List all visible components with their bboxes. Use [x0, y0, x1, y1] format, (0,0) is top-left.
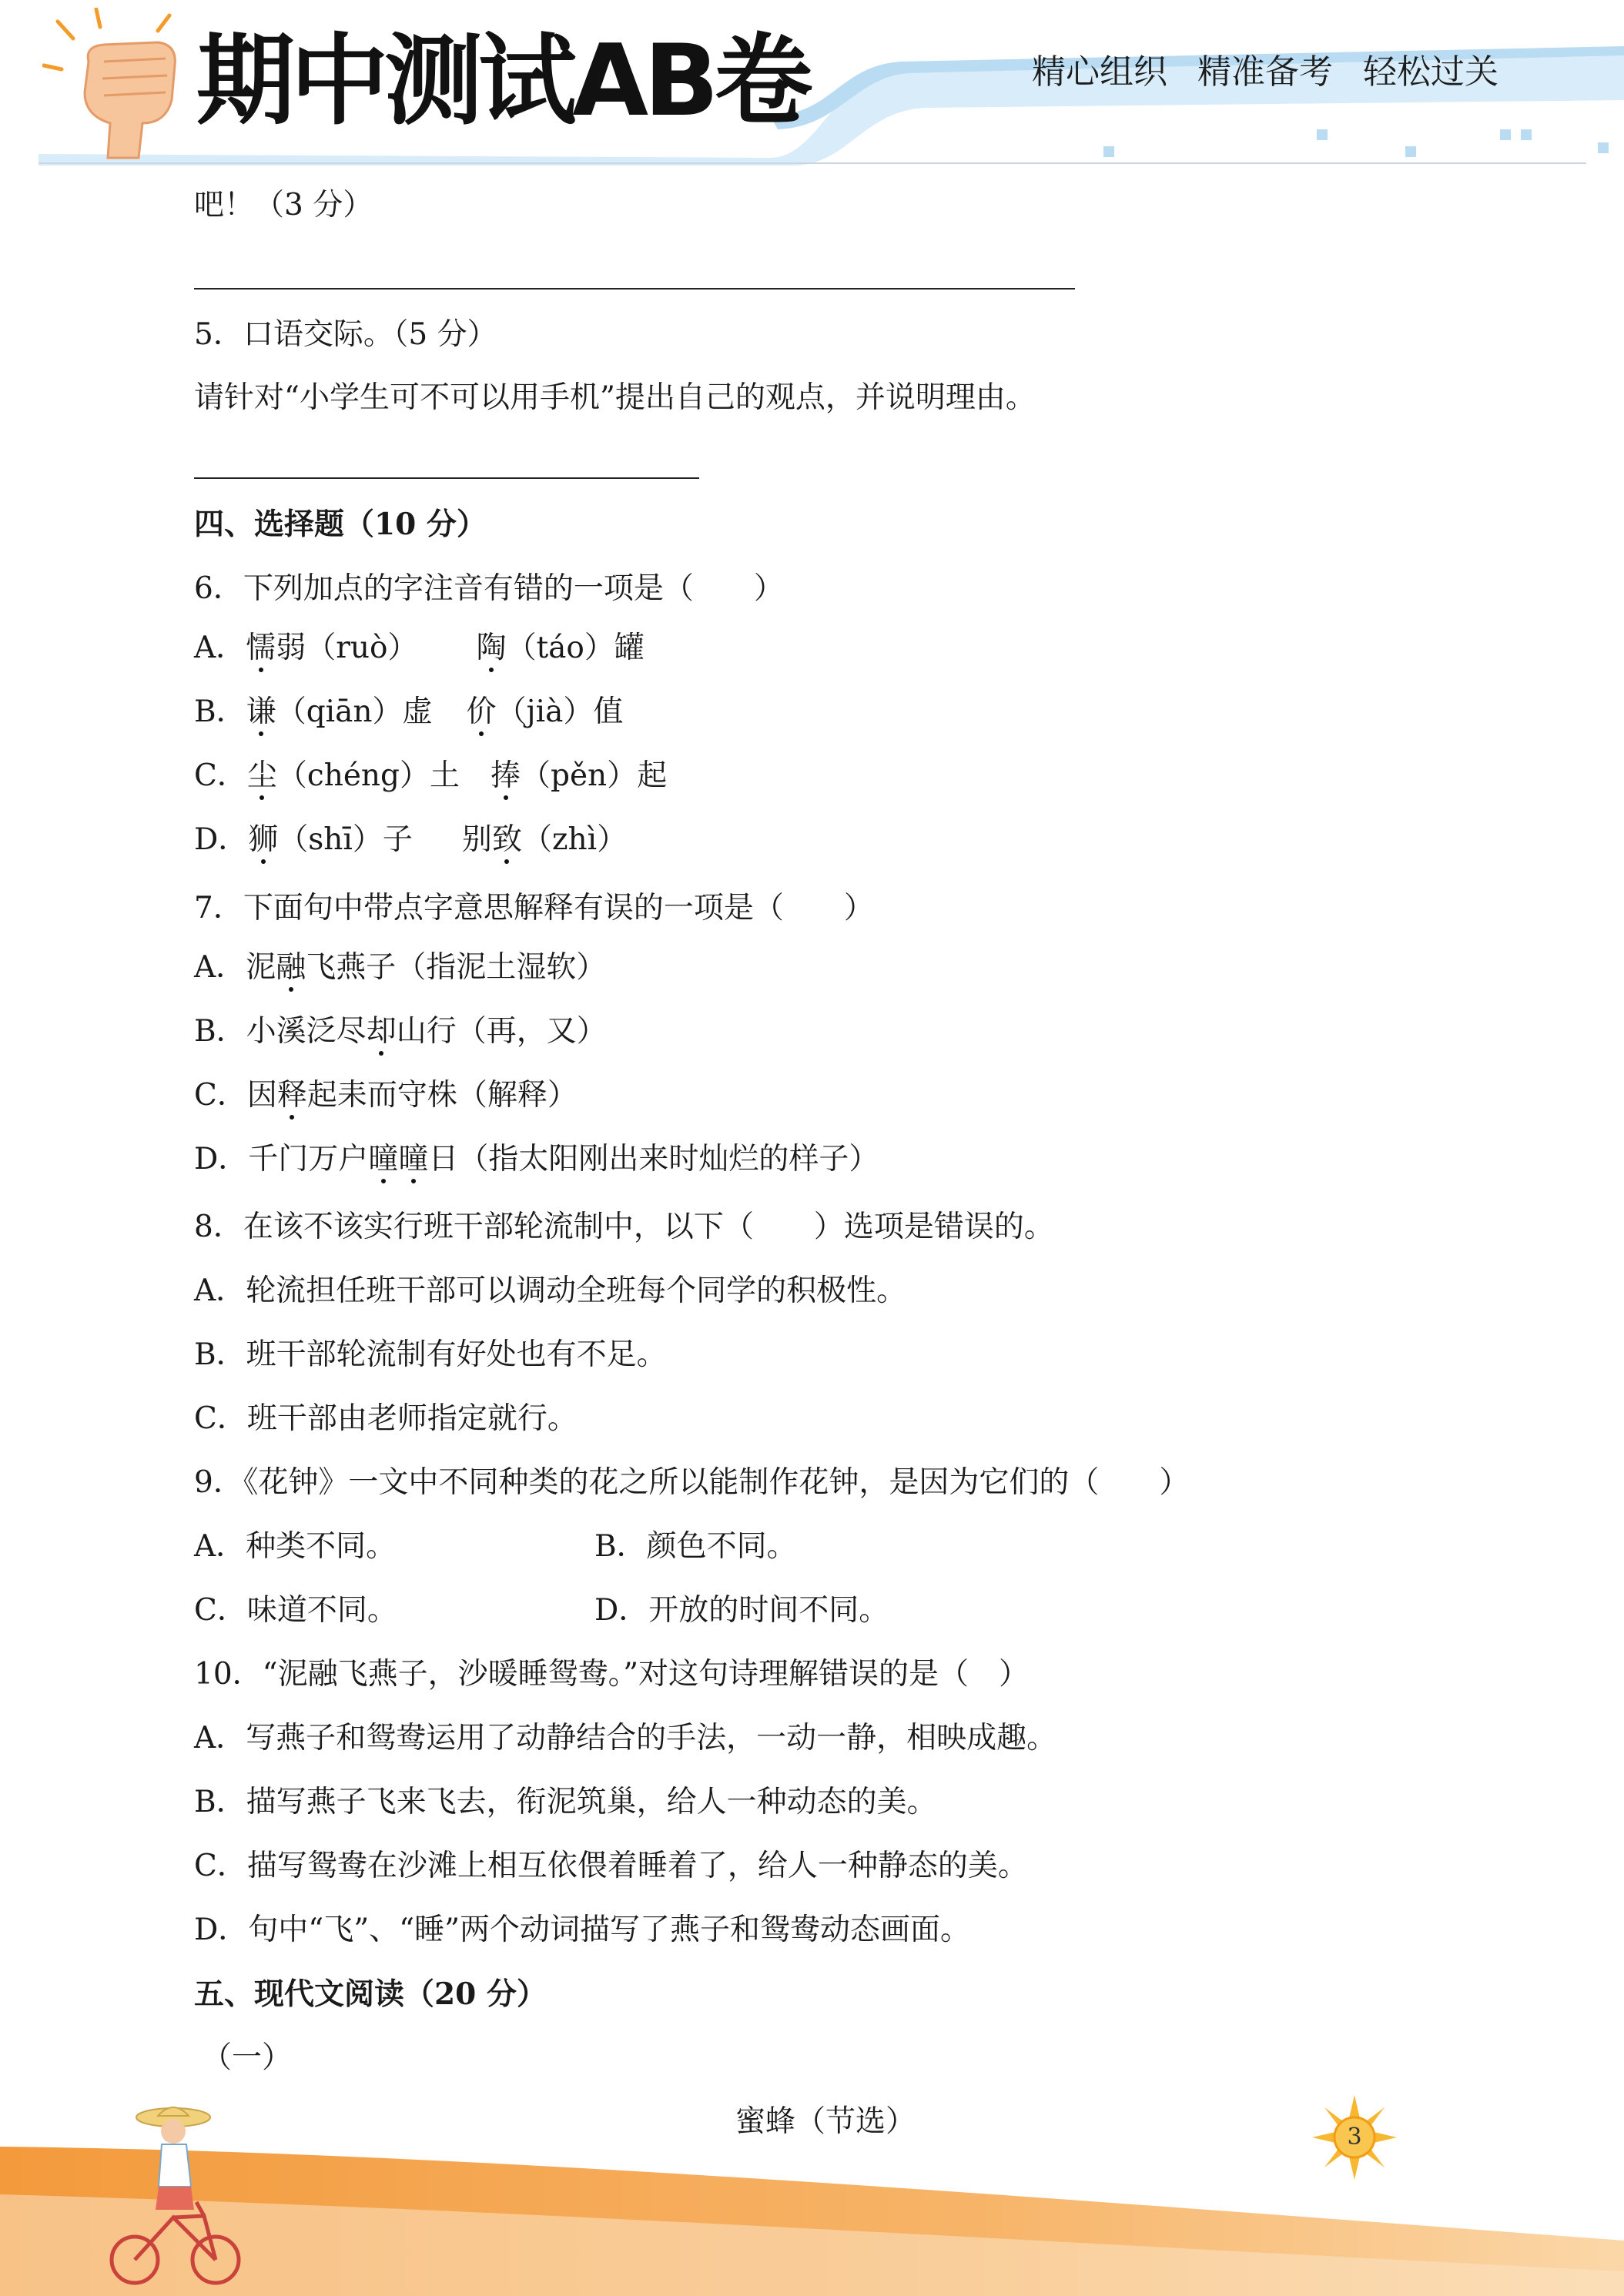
dotted-char: 捧 [491, 757, 521, 795]
q10-option-b: B．描写燕子飞来飞去，衔泥筑巢，给人一种动态的美。 [194, 1785, 937, 1819]
q10-option-a: A．写燕子和鸳鸯运用了动静结合的手法，一动一静，相映成趣。 [194, 1721, 1057, 1755]
dotted-char: 曈 [368, 1140, 398, 1179]
q9-option-a: A．种类不同。 [194, 1529, 397, 1564]
q7-option-c: C．因释起耒而守株（解释） [194, 1076, 578, 1115]
q6-option-d: D．狮（shī）子 别致（zhì） [194, 821, 627, 859]
slogan-1: 精心组织 [1032, 52, 1167, 92]
q7-option-d: D．千门万户曈曈日（指太阳刚出来时灿烂的样子） [194, 1140, 879, 1179]
q9-option-b: B．颜色不同。 [594, 1529, 797, 1564]
page-footer [0, 2079, 1624, 2296]
dotted-char: 狮 [248, 821, 278, 859]
subsection-1: （一） [202, 2040, 293, 2075]
q6-stem: 6．下列加点的字注音有错的一项是（ ） [194, 571, 784, 606]
passage-title: 蜜蜂（节选） [735, 2104, 916, 2139]
section-5-heading: 五、现代文阅读（20 分） [194, 1976, 547, 2012]
dotted-char: 融 [276, 949, 306, 987]
q10-stem: 10．“泥融飞燕子，沙暖睡鸳鸯。”对这句诗理解错误的是（ ） [194, 1657, 1030, 1692]
q8-option-b: B．班干部轮流制有好处也有不足。 [194, 1337, 667, 1372]
answer-line-q4 [194, 288, 1075, 290]
q4-tail: 吧！（3 分） [194, 188, 373, 223]
q5-title: 5．口语交际。（5 分） [194, 317, 497, 352]
exam-series-title: 期中测试AB卷 [196, 24, 809, 139]
fist-icon [42, 8, 196, 162]
dotted-char: 却 [367, 1012, 397, 1051]
page-number: 3 [1347, 2124, 1362, 2150]
dotted-char: 曈 [398, 1140, 428, 1179]
dotted-char: 陶 [476, 629, 506, 668]
q7-stem: 7．下面句中带点字意思解释有误的一项是（ ） [194, 891, 874, 925]
dotted-char: 释 [277, 1076, 307, 1115]
q9-stem: 9．《花钟》一文中不同种类的花之所以能制作花钟，是因为它们的（ ） [194, 1465, 1190, 1500]
dotted-char: 懦 [246, 629, 276, 668]
dotted-char: 尘 [247, 757, 277, 795]
q6-option-a: A．懦弱（ruò） 陶（táo）罐 [194, 629, 645, 668]
q10-option-d: D．句中“飞”、“睡”两个动词描写了燕子和鸳鸯动态画面。 [194, 1913, 971, 1947]
q7-option-a: A．泥融飞燕子（指泥土湿软） [194, 949, 606, 987]
slogan-2: 精准备考 [1197, 52, 1333, 92]
dotted-char: 价 [467, 693, 497, 731]
q8-stem: 8．在该不该实行班干部轮流制中，以下（ ）选项是错误的。 [194, 1210, 1054, 1244]
answer-line-q5 [194, 477, 699, 479]
q7-option-b: B．小溪泛尽却山行（再，又） [194, 1012, 607, 1051]
cyclist-illustration [100, 2102, 254, 2287]
q9-option-c: C．味道不同。 [194, 1593, 397, 1628]
dotted-char: 谦 [246, 693, 276, 731]
q9-option-d: D．开放的时间不同。 [594, 1593, 889, 1628]
section-4-heading: 四、选择题（10 分） [194, 507, 487, 542]
q8-option-c: C．班干部由老师指定就行。 [194, 1401, 578, 1436]
page-header [0, 0, 1624, 177]
q8-option-a: A．轮流担任班干部可以调动全班每个同学的积极性。 [194, 1274, 907, 1308]
q6-option-c: C．尘（chéng）土 捧（pěn）起 [194, 757, 667, 795]
q10-option-c: C．描写鸳鸯在沙滩上相互依偎着睡着了，给人一种静态的美。 [194, 1849, 1028, 1883]
q6-option-b: B．谦（qiān）虚 价（jià）值 [194, 693, 623, 731]
dotted-char: 致 [492, 821, 522, 859]
q5-prompt: 请针对“小学生可不可以用手机”提出自己的观点，并说明理由。 [194, 380, 1036, 415]
slogan-3: 轻松过关 [1363, 52, 1498, 92]
